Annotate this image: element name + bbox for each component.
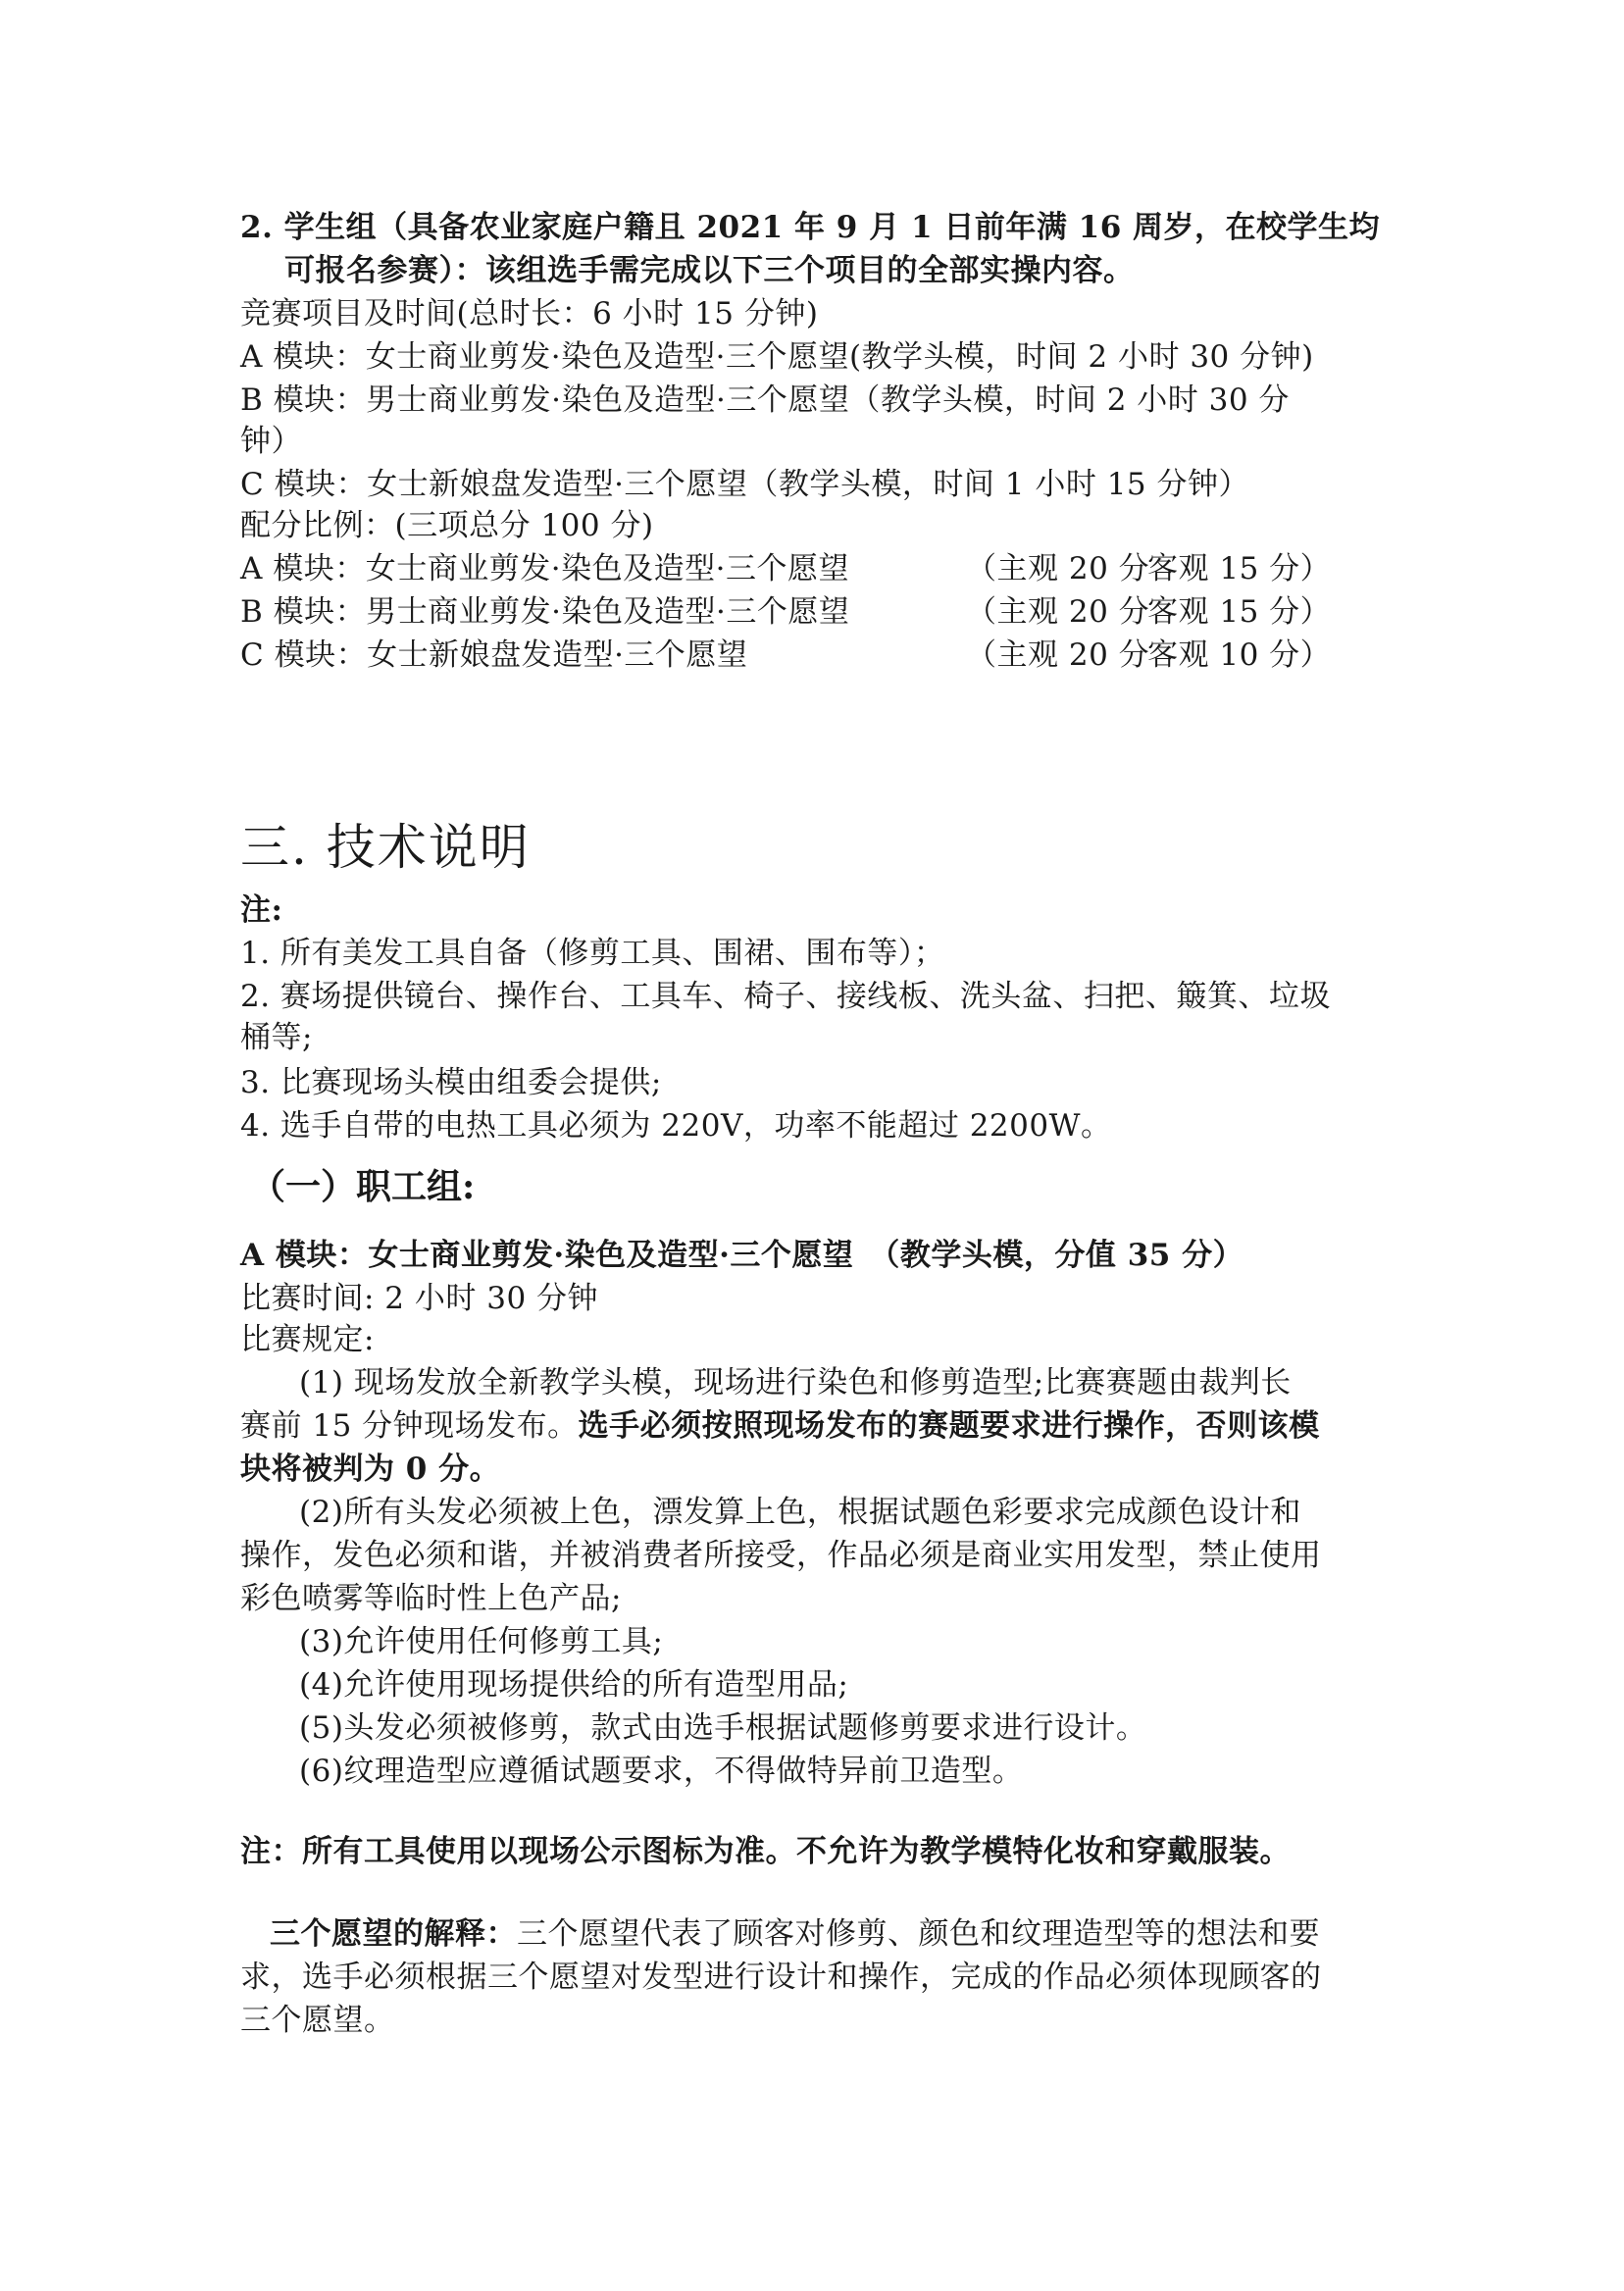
score-row-c	[240, 634, 1417, 677]
student-group-line-2: 可报名参赛）：该组选手需完成以下三个项目的全部实操内容。	[284, 253, 1135, 288]
student-group-line-1: 2. 学生组（具备农业家庭户籍且 2021 年 9 月 1 日前年满 16 周岁，在校学生均	[240, 210, 1381, 245]
score-row-a	[240, 547, 1417, 590]
rule-1-line-1: (1) 现场发放全新教学头模，现场进行染色和修剪造型;比赛赛题由裁判长	[299, 1365, 1292, 1400]
rule-2-line-2: 操作，发色必须和谐，并被消费者所接受，作品必须是商业实用发型，禁止使用	[240, 1538, 1322, 1573]
staff-group-title: （一）职工组:	[250, 1166, 476, 1207]
rule-1-line-3: 块将被判为 0 分。	[240, 1451, 501, 1487]
module-b-time-line-2: 钟）	[240, 424, 302, 459]
three-wishes-label: 三个愿望的解释：	[270, 1916, 517, 1952]
section-title-tech: 三. 技术说明	[240, 819, 531, 876]
rule-6: (6)纹理造型应遵循试题要求，不得做特异前卫造型。	[299, 1754, 1024, 1789]
score-row-subjective: （主观 20 分	[966, 594, 1150, 630]
tech-note-2: 2. 赛场提供镜台、操作台、工具车、椅子、接线板、洗头盆、扫把、簸箕、垃圾	[240, 979, 1331, 1014]
score-row-subjective: （主观 20 分	[966, 637, 1150, 673]
staff-module-a: A 模块：女士商业剪发·染色及造型·三个愿望 （教学头模，分值 35 分）	[240, 1238, 1244, 1273]
score-row-subjective: （主观 20 分	[966, 551, 1150, 586]
module-c-time: C 模块：女士新娘盘发造型·三个愿望（教学头模，时间 1 小时 15 分钟）	[240, 467, 1250, 502]
three-wishes-line-3: 三个愿望。	[240, 2003, 395, 2038]
score-row-b	[240, 590, 1417, 634]
three-wishes-line-2: 求，选手必须根据三个愿望对发型进行设计和操作，完成的作品必须体现顾客的	[240, 1960, 1322, 1995]
score-row-objective: 客观 15 分）	[1147, 594, 1332, 630]
tech-note-label: 注:	[240, 892, 283, 928]
rule-4: (4)允许使用现场提供给的所有造型用品;	[299, 1667, 849, 1703]
module-b-time-line-1: B 模块：男士商业剪发·染色及造型·三个愿望（教学头模，时间 2 小时 30 分	[240, 382, 1290, 418]
rule-1-line-2	[240, 1404, 1320, 1448]
tech-note-3: 3. 比赛现场头模由组委会提供;	[240, 1065, 662, 1100]
tech-note-2-cont: 桶等;	[240, 1020, 313, 1055]
rule-1-line-2b: 选手必须按照现场发布的赛题要求进行操作，否则该模	[578, 1408, 1320, 1444]
score-ratio-heading: 配分比例：(三项总分 100 分)	[240, 508, 654, 543]
module-a-time: A 模块：女士商业剪发·染色及造型·三个愿望(教学头模，时间 2 小时 30 分钟)	[240, 339, 1314, 375]
three-wishes-line-1	[270, 1912, 1320, 1956]
staff-time: 比赛时间: 2 小时 30 分钟	[240, 1281, 599, 1316]
score-row-label: B 模块：男士商业剪发·染色及造型·三个愿望	[240, 594, 850, 630]
rule-3: (3)允许使用任何修剪工具;	[299, 1624, 664, 1659]
score-row-objective: 客观 15 分）	[1147, 551, 1332, 586]
tech-note-4: 4. 选手自带的电热工具必须为 220V，功率不能超过 2200W。	[240, 1108, 1112, 1144]
staff-tools-note: 注：所有工具使用以现场公示图标为准。不允许为教学模特化妆和穿戴服装。	[240, 1834, 1291, 1869]
score-row-objective: 客观 10 分）	[1147, 637, 1332, 673]
competition-time-heading: 竞赛项目及时间(总时长：6 小时 15 分钟)	[240, 296, 819, 331]
rule-2-line-3: 彩色喷雾等临时性上色产品;	[240, 1581, 622, 1616]
score-row-label: C 模块：女士新娘盘发造型·三个愿望	[240, 637, 748, 673]
rule-5: (5)头发必须被修剪，款式由选手根据试题修剪要求进行设计。	[299, 1710, 1147, 1746]
staff-rules-label: 比赛规定:	[240, 1322, 375, 1357]
score-row-label: A 模块：女士商业剪发·染色及造型·三个愿望	[240, 551, 849, 586]
rule-1-line-2a: 赛前 15 分钟现场发布。	[240, 1408, 579, 1444]
tech-note-1: 1. 所有美发工具自备（修剪工具、围裙、围布等）；	[240, 936, 945, 971]
three-wishes-text-1: 三个愿望代表了顾客对修剪、颜色和纹理造型等的想法和要	[517, 1916, 1320, 1952]
rule-2-line-1: (2)所有头发必须被上色，漂发算上色，根据试题色彩要求完成颜色设计和	[299, 1495, 1301, 1530]
